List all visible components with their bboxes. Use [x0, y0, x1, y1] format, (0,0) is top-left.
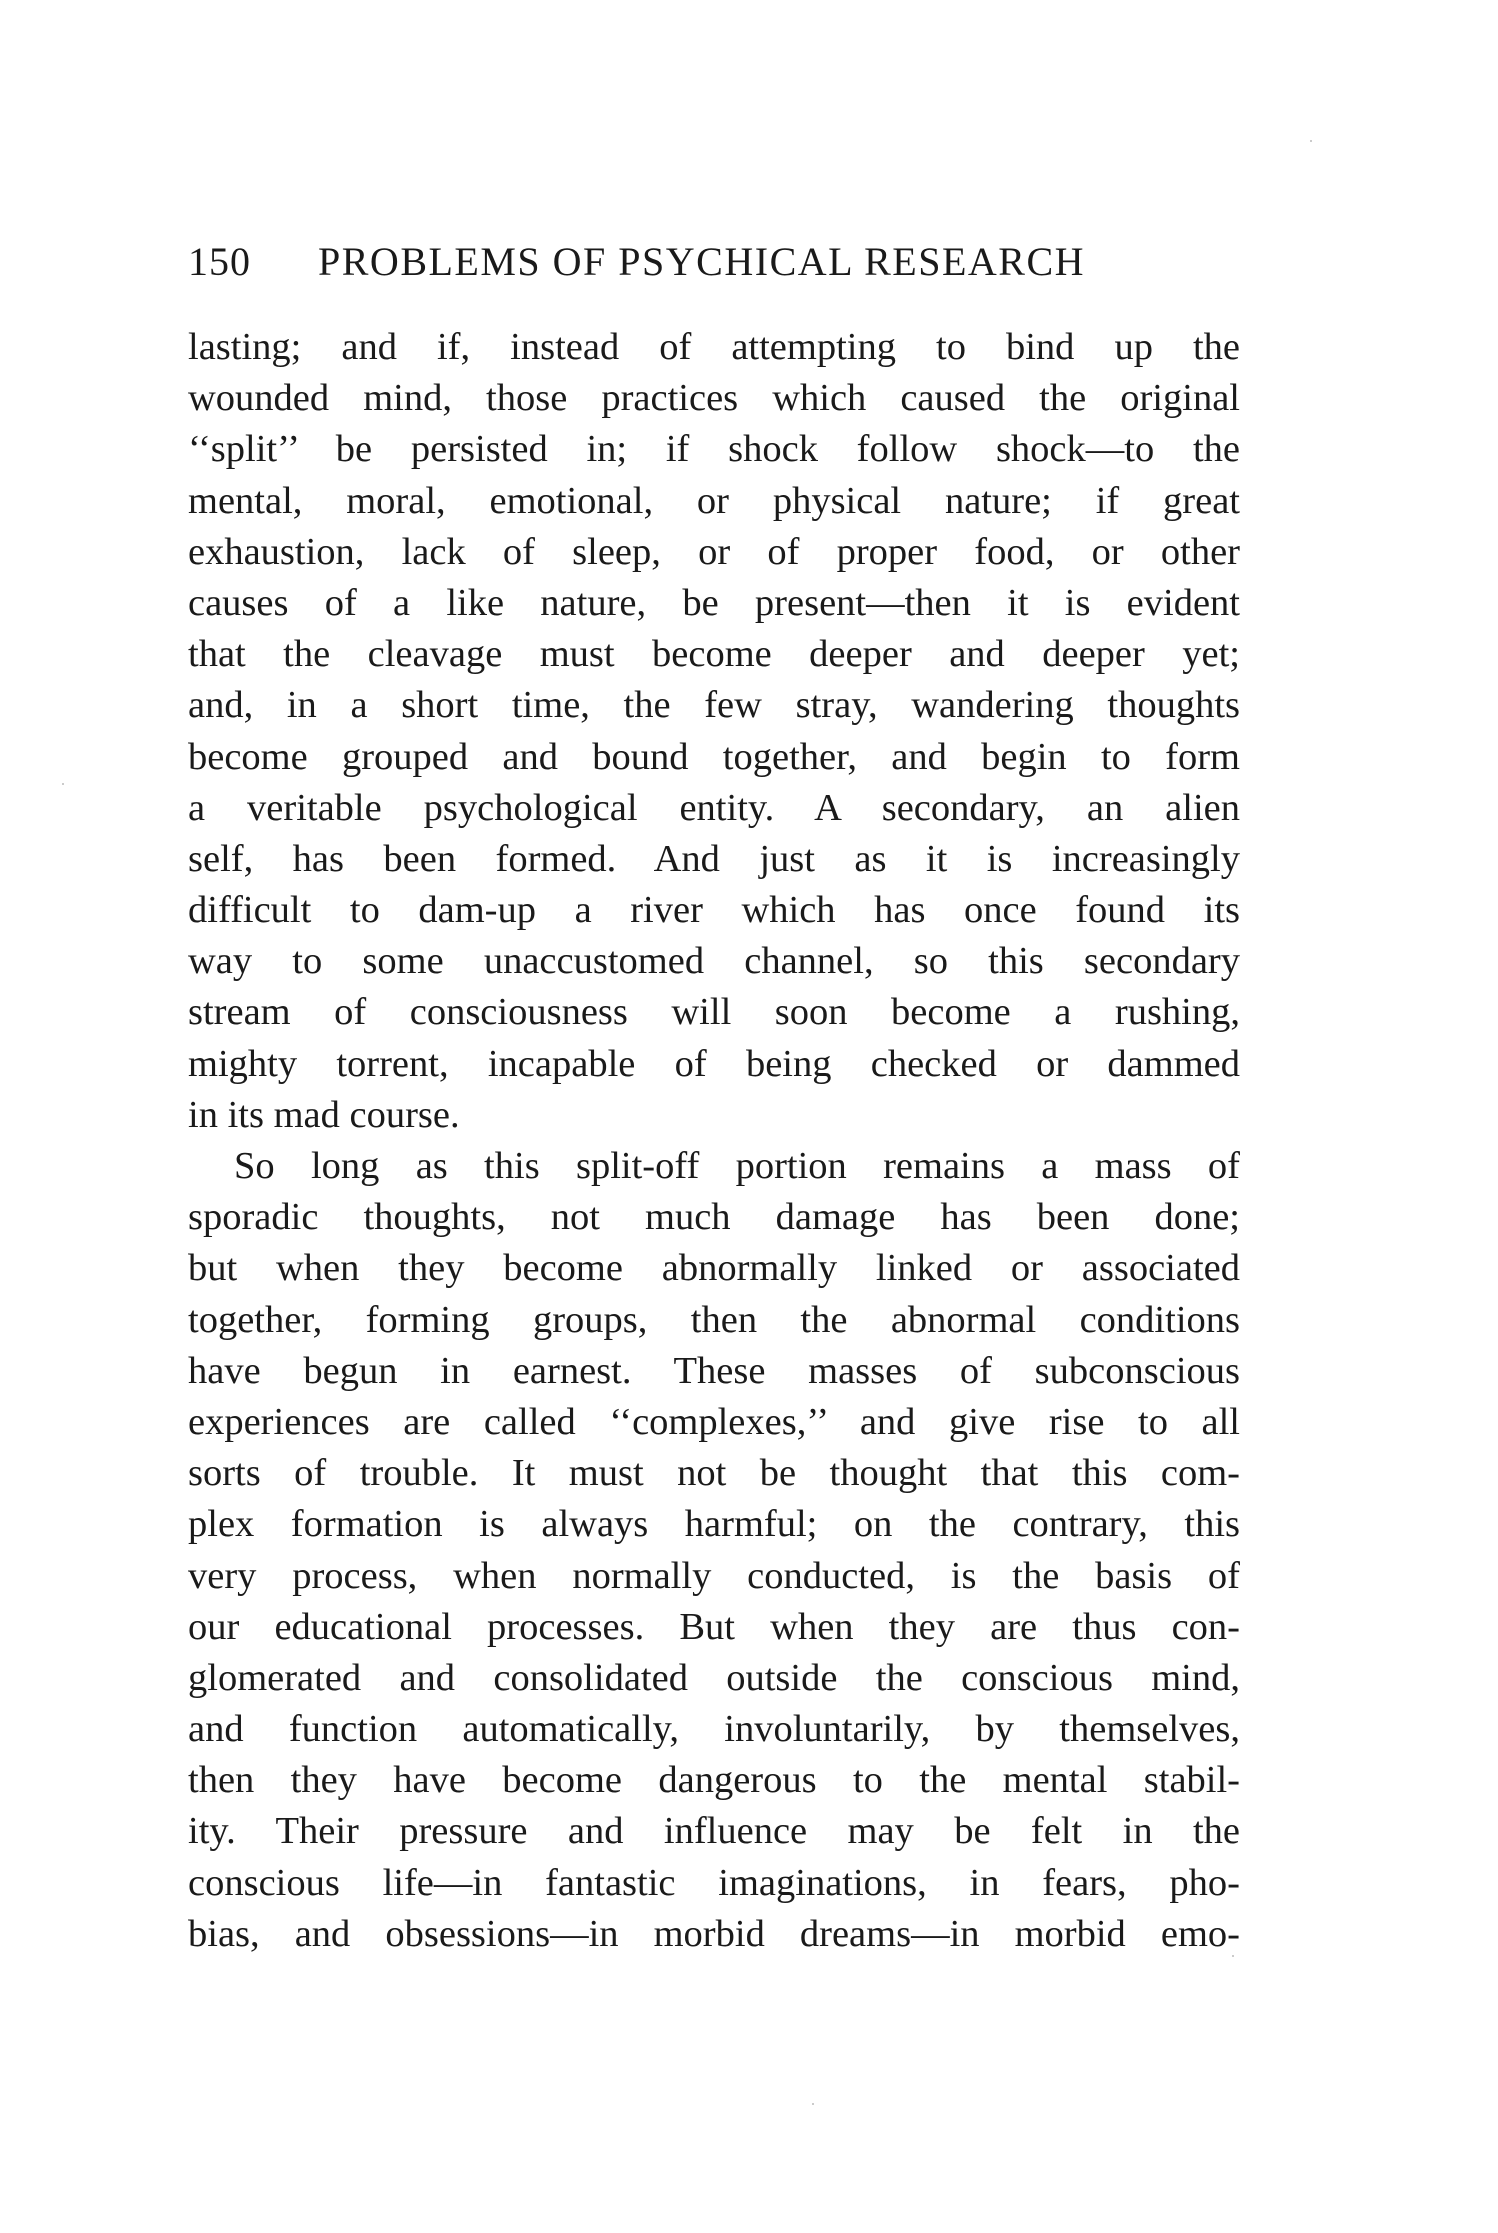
running-title: PROBLEMS OF PSYCHICAL RESEARCH	[318, 239, 1086, 284]
text-line: exhaustion, lack of sleep, or of proper food, or other	[188, 530, 1240, 573]
text-line: difficult to dam-up a river which has once found its	[188, 889, 1240, 932]
paragraph-2	[188, 1141, 1240, 1960]
scan-speck	[1232, 1955, 1234, 1957]
text-line: experiences are called ‘‘complexes,’’ and give rise to all	[188, 1400, 1240, 1443]
text-line: glomerated and consolidated outside the conscious mind,	[188, 1656, 1240, 1699]
text-line: a veritable psychological entity. A secondary, an alien	[188, 786, 1240, 829]
text-line: ity. Their pressure and influence may be felt in the	[188, 1810, 1240, 1853]
text-line: mental, moral, emotional, or physical nature; if great	[188, 479, 1240, 522]
paragraph-1	[188, 322, 1240, 1141]
page-number: 150	[188, 239, 251, 284]
text-line: causes of a like nature, be present—then it is evident	[188, 581, 1240, 624]
text-line: bias, and obsessions—in morbid dreams—in morbid emo-	[188, 1912, 1240, 1955]
text-line: wounded mind, those practices which caused the original	[188, 377, 1240, 420]
text-line: have begun in earnest. These masses of subconscious	[188, 1349, 1240, 1392]
text-line: So long as this split-off portion remains a mass of	[234, 1145, 1240, 1187]
text-line: sporadic thoughts, not much damage has been done;	[188, 1196, 1240, 1239]
text-line: that the cleavage must become deeper and deeper yet;	[188, 633, 1240, 676]
text-line: plex formation is always harmful; on the contrary, this	[188, 1503, 1240, 1546]
text-line: way to some unaccustomed channel, so this secondary	[188, 940, 1240, 983]
scan-speck	[62, 783, 64, 785]
text-line: mighty torrent, incapable of being checked or dammed	[188, 1042, 1240, 1085]
scan-speck	[1310, 140, 1312, 142]
body-text	[188, 322, 1240, 1960]
text-line: then they have become dangerous to the mental stabil-	[188, 1759, 1240, 1802]
text-line: in its mad course.	[188, 1093, 460, 1136]
text-line: but when they become abnormally linked or associated	[188, 1247, 1240, 1290]
scan-speck	[812, 2103, 814, 2105]
text-line: sorts of trouble. It must not be thought that this com-	[188, 1452, 1240, 1495]
text-line: become grouped and bound together, and begin to form	[188, 735, 1240, 778]
text-line: our educational processes. But when they are thus con-	[188, 1605, 1240, 1648]
text-line: conscious life—in fantastic imaginations, in fears, pho-	[188, 1861, 1240, 1904]
running-head	[188, 232, 1240, 292]
text-line: and function automatically, involuntarily, by themselves,	[188, 1708, 1240, 1751]
text-line: lasting; and if, instead of attempting to bind up the	[188, 326, 1240, 368]
text-line: ‘‘split’’ be persisted in; if shock follow shock—to the	[188, 428, 1240, 471]
text-line: together, forming groups, then the abnormal conditions	[188, 1298, 1240, 1341]
text-line: self, has been formed. And just as it is increasingly	[188, 837, 1240, 880]
text-line: stream of consciousness will soon become a rushing,	[188, 991, 1240, 1034]
text-line: very process, when normally conducted, is the basis of	[188, 1554, 1240, 1597]
text-line: and, in a short time, the few stray, wandering thoughts	[188, 684, 1240, 727]
